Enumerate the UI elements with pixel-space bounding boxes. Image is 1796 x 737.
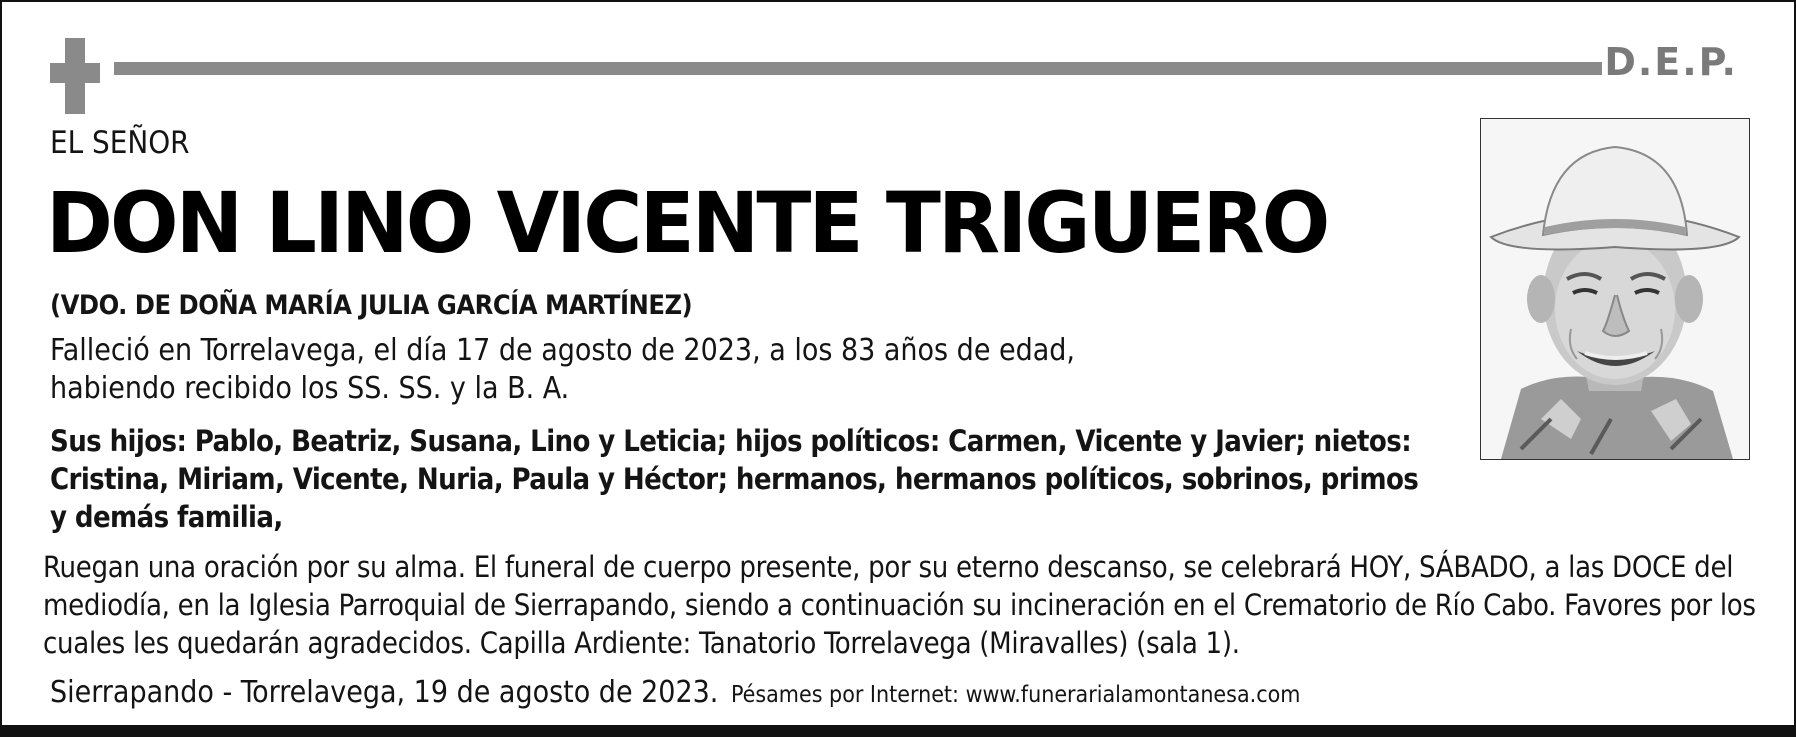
condolences-web: Pésames por Internet: www.funerarialamontanesa.com	[730, 682, 1301, 708]
header-rule	[114, 62, 1602, 75]
widower-note: (VDO. DE DOÑA MARÍA JULIA GARCÍA MARTÍNEZ)	[50, 290, 693, 321]
family-list: Sus hijos: Pablo, Beatriz, Susana, Lino y Leticia; hijos políticos: Carmen, Vicente y Javier; nietos: Cristina, Miriam, Vicente, Nuria, Paula y Héctor; hermanos, hermanos políticos, sobrinos, primos y demás familia,	[50, 424, 1419, 534]
cross-icon	[50, 38, 100, 114]
deceased-name: DON LINO VICENTE TRIGUERO	[46, 174, 1328, 272]
dep-label: D.E.P.	[1604, 40, 1738, 84]
funeral-details: Ruegan una oración por su alma. El funeral de cuerpo presente, por su eterno descanso, se celebrará HOY, SÁBADO, a las DOCE del mediodía, en la Iglesia Parroquial de Sierrapando, siendo a continuación su incineración en el Crematorio de Río Cabo. Favores por los cuales les quedarán agradecidos. Capilla Ardiente: Tanatorio Torrelavega (Miravalles) (sala 1).	[43, 550, 1756, 660]
place-date: Sierrapando - Torrelavega, 19 de agosto de 2023.	[50, 675, 719, 710]
footer	[50, 675, 1300, 710]
death-details-line-2: habiendo recibido los SS. SS. y la B. A.	[50, 371, 570, 406]
intro-title: EL SEÑOR	[50, 125, 190, 161]
death-details-line-1: Falleció en Torrelavega, el día 17 de agosto de 2023, a los 83 años de edad,	[50, 333, 1075, 368]
portrait-illustration	[1481, 119, 1749, 459]
death-details	[50, 332, 1075, 408]
portrait-photo	[1480, 118, 1750, 460]
